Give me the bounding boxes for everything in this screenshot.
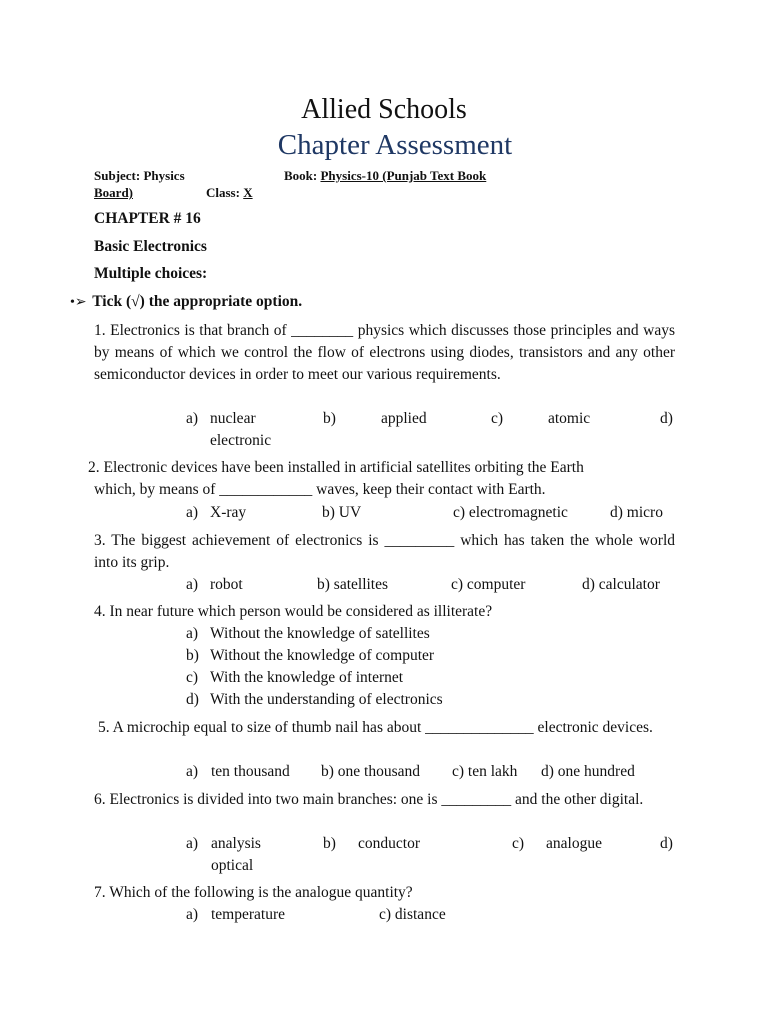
question-6: 6. Electronics is divided into two main branches: one is _________ and the other digital.	[94, 791, 644, 808]
instruction-text: Tick (√) the appropriate option.	[92, 293, 303, 310]
q5-option-c: c) ten lakh	[452, 763, 518, 780]
book-value-cont	[94, 184, 133, 201]
instruction	[70, 292, 302, 313]
q1-option-b: applied	[381, 410, 427, 427]
question-7: 7. Which of the following is the analogue quantity?	[94, 884, 413, 901]
class-value: X	[243, 185, 253, 200]
q5-option-b: b) one thousand	[321, 763, 421, 780]
q6-option-b: conductor	[358, 835, 420, 852]
subject-label: Subject: Physics	[94, 168, 185, 183]
q6-option-a: analysis	[211, 835, 261, 852]
question-2-line-2: which, by means of ____________ waves, keep their contact with Earth.	[94, 481, 546, 498]
q3-option-a: robot	[210, 576, 243, 593]
q7-option-a: temperature	[211, 906, 286, 923]
q2-option-d: d) micro	[610, 504, 663, 521]
q5-option-d: d) one hundred	[541, 763, 635, 780]
q6-option-d: optical	[211, 857, 254, 874]
question-4: 4. In near future which person would be considered as illiterate?	[94, 603, 493, 620]
book-label: Book:	[284, 168, 321, 183]
question-1: 1. Electronics is that branch of ________ physics which discusses those principles and ways by means of which we control the flow of electrons using diodes, transistors and any other semiconductor devices in order to meet our various requirements.	[94, 322, 675, 383]
chapter-number: CHAPTER # 16	[94, 210, 201, 227]
book-value-end: Board)	[94, 185, 133, 200]
q6-option-a-label: a)	[186, 835, 199, 852]
question-2-line-1: 2. Electronic devices have been installed in artificial satellites orbiting the Earth	[88, 459, 584, 476]
book-value: Physics-10 (Punjab Text Book	[320, 168, 487, 183]
q1-option-d-label: d)	[660, 410, 673, 427]
class-info	[206, 184, 253, 201]
q1-option-a: nuclear	[210, 410, 256, 427]
q1-option-c-label: c)	[491, 410, 504, 427]
q4-option-c: c) With the knowledge of internet	[186, 669, 404, 686]
q3-option-d: d) calculator	[582, 576, 660, 593]
assessment-title: Chapter Assessment	[277, 129, 513, 161]
q3-option-a-label: a)	[186, 576, 199, 593]
topic-title: Basic Electronics	[94, 238, 207, 255]
q6-option-d-label: d)	[660, 835, 673, 852]
q3-option-c: c) computer	[451, 576, 526, 593]
q6-option-b-label: b)	[323, 835, 336, 852]
q3-option-b: b) satellites	[317, 576, 389, 593]
q2-option-b: b) UV	[322, 504, 362, 521]
q2-option-c: c) electromagnetic	[453, 504, 568, 521]
q6-option-c-label: c)	[512, 835, 525, 852]
q4-option-d: d) With the understanding of electronics	[186, 691, 443, 708]
question-3: 3. The biggest achievement of electronics is _________ which has taken the whole world into its grip.	[94, 532, 675, 571]
q4-option-a: a) Without the knowledge of satellites	[186, 625, 430, 642]
question-5: 5. A microchip equal to size of thumb nail has about ______________ electronic devices.	[98, 719, 653, 736]
book-info	[284, 167, 486, 184]
q5-option-a-label: a)	[186, 763, 199, 780]
q1-option-d: electronic	[210, 432, 272, 449]
q2-option-a-label: a)	[186, 504, 199, 521]
q5-option-a: ten thousand	[211, 763, 290, 780]
q7-option-a-label: a)	[186, 906, 199, 923]
q7-option-c: c) distance	[379, 906, 446, 923]
q1-option-b-label: b)	[323, 410, 336, 427]
class-label: Class:	[206, 185, 244, 200]
school-name: Allied Schools	[301, 94, 467, 125]
q2-option-a: X-ray	[210, 504, 247, 521]
q4-options	[186, 623, 443, 711]
q6-option-c: analogue	[546, 835, 602, 852]
q4-option-b: b) Without the knowledge of computer	[186, 647, 435, 664]
q1-option-c: atomic	[548, 410, 591, 427]
q1-option-a-label: a)	[186, 410, 199, 427]
arrow-bullet-icon: •➢	[70, 295, 87, 310]
section-title: Multiple choices:	[94, 265, 208, 282]
